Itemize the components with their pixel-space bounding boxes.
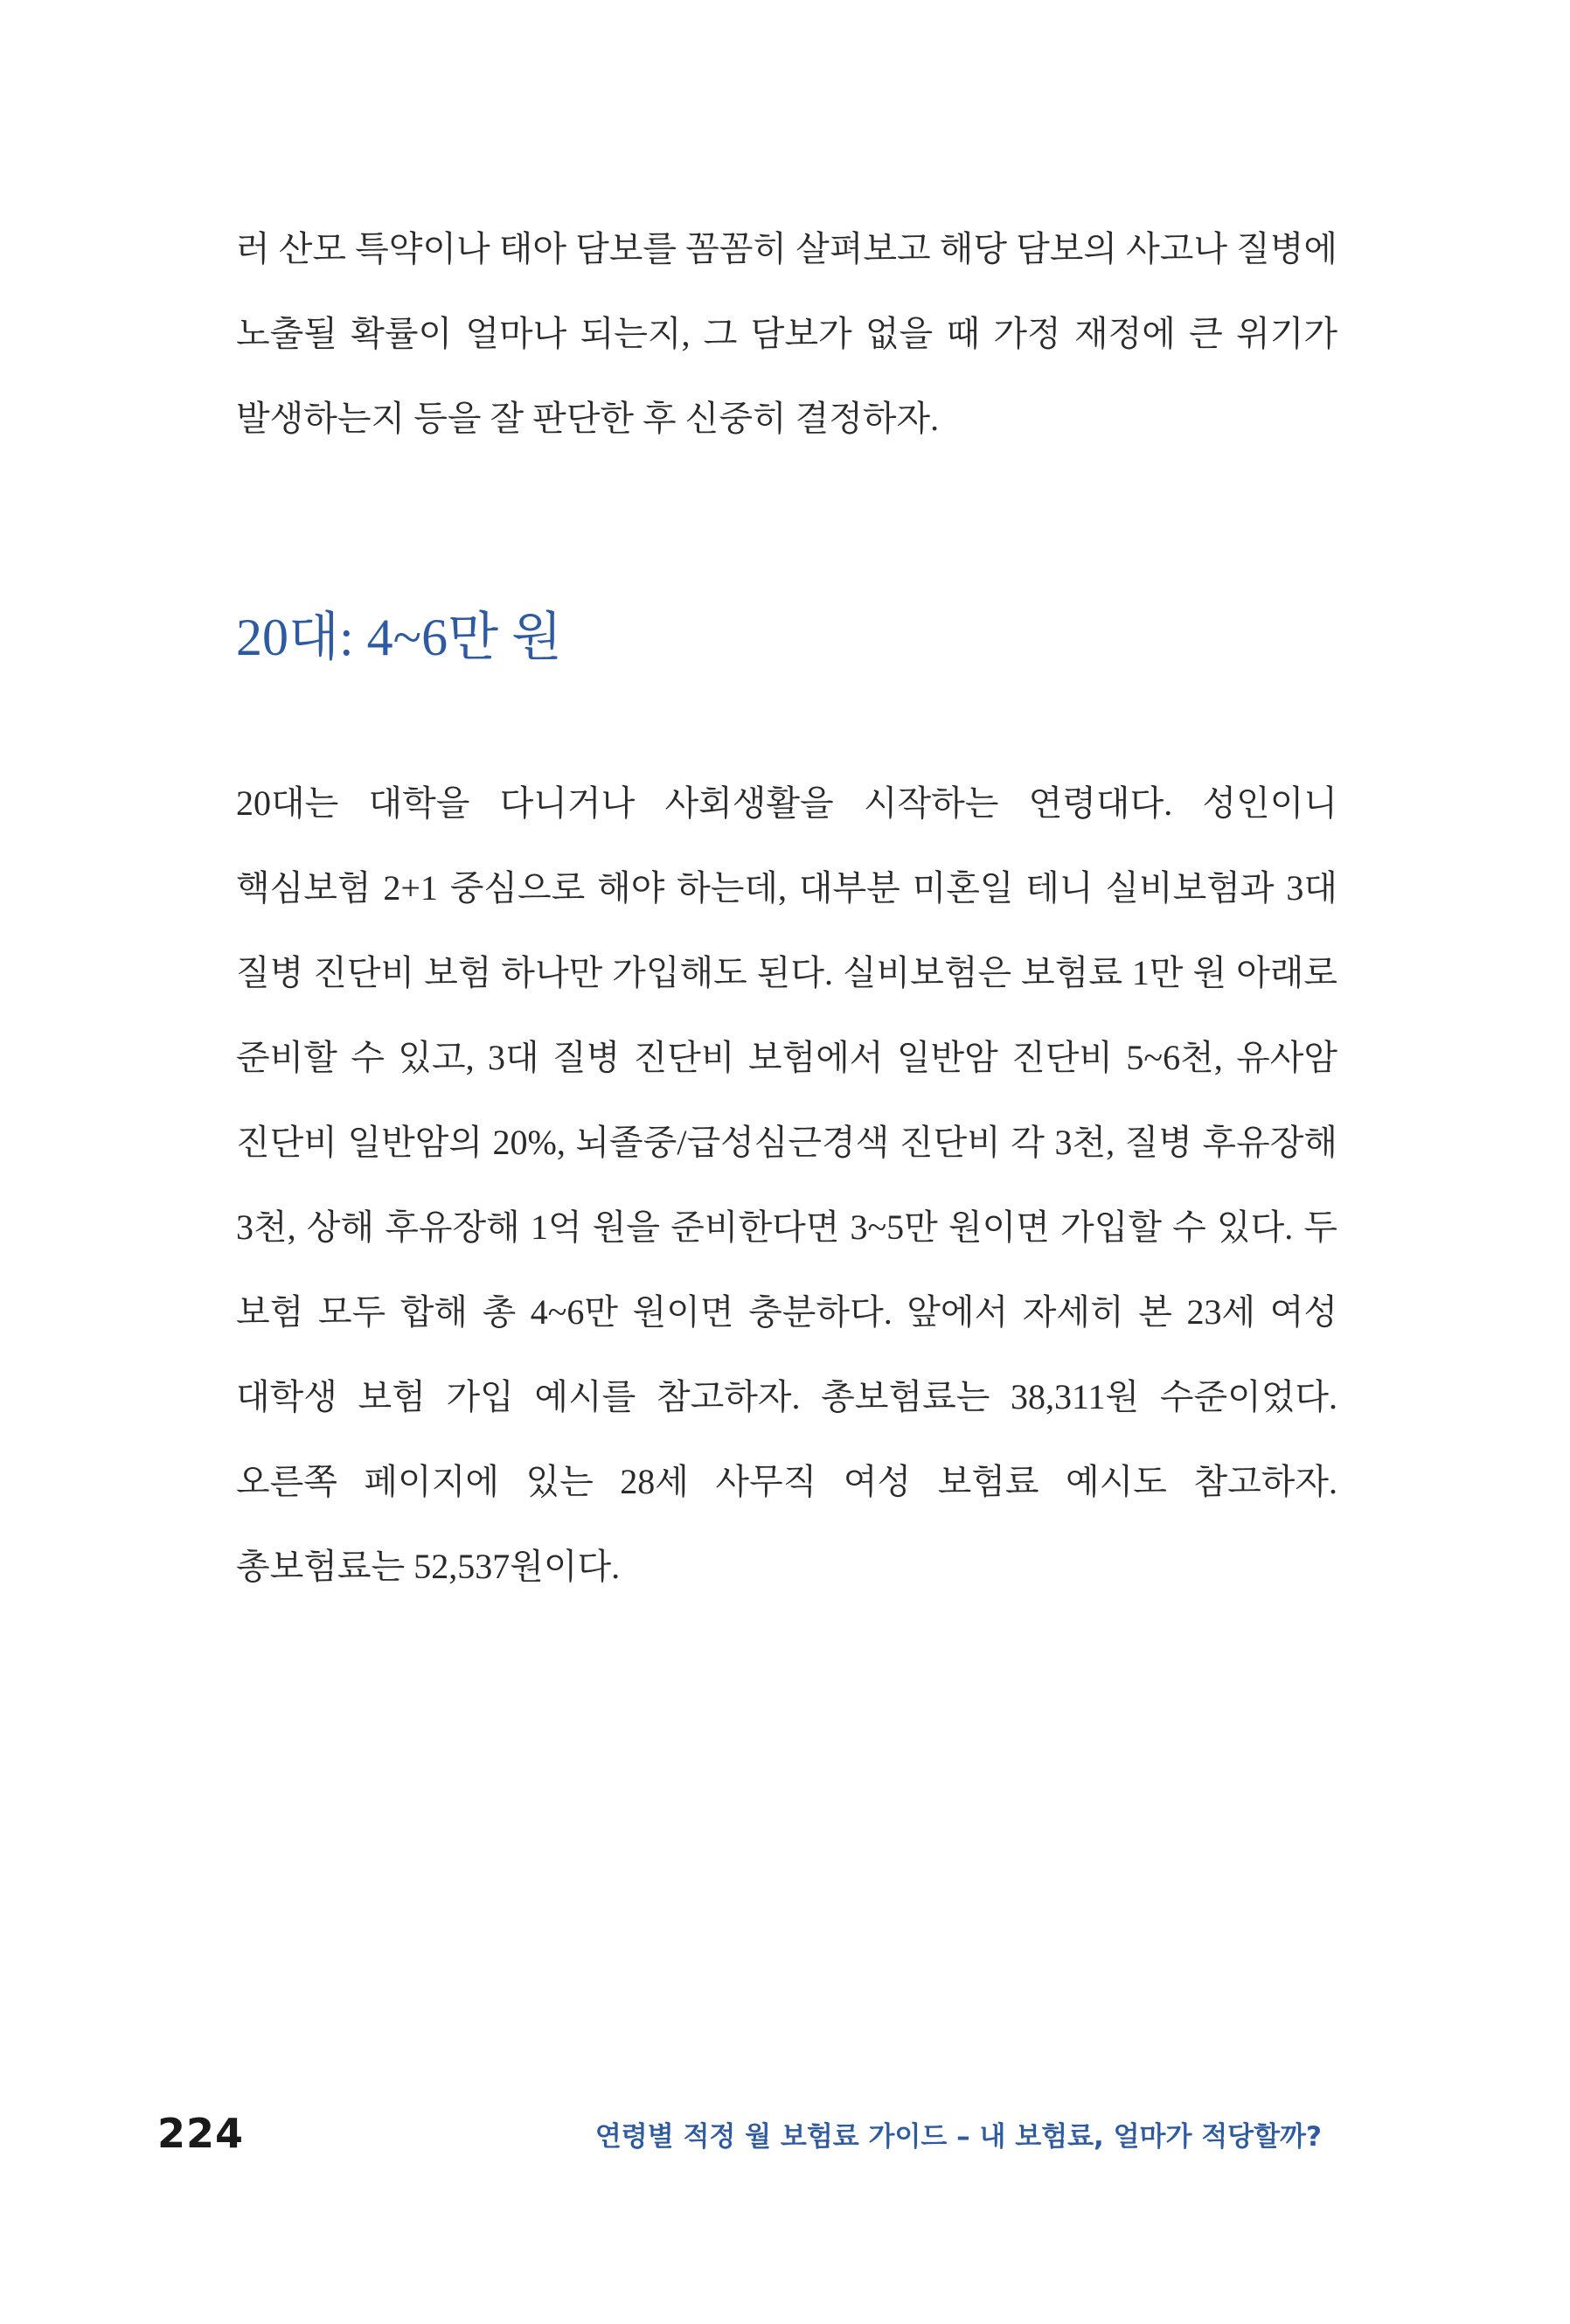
section-body-block — [236, 761, 1337, 1609]
running-title: 연령별 적정 월 보험료 가이드 – 내 보험료, 얼마가 적당할까? — [594, 2120, 1322, 2153]
page-footer — [157, 2103, 1322, 2164]
intro-paragraph: 러 산모 특약이나 태아 담보를 꼼꼼히 살펴보고 해당 담보의 사고나 질병에 노출될 확률이 얼마나 되는지, 그 담보가 없을 때 가정 재정에 큰 위기가 발생하는지 등을 잘 판단한 후 신중히 결정하자. — [236, 229, 1337, 438]
page-number: 224 — [157, 2110, 245, 2157]
section-paragraph: 20대는 대학을 다니거나 사회생활을 시작하는 연령대다. 성인이니 핵심보험 2+1 중심으로 해야 하는데, 대부분 미혼일 테니 실비보험과 3대 질병 진단비 보험 하나만 가입해도 된다. 실비보험은 보험료 1만 원 아래로 준비할 수 있고, 3대 질병 진단비 보험에서 일반암 진단비 5~6천, 유사암 진단비 일반암의 20%, 뇌졸중/급성심근경색 진단비 각 3천, 질병 후유장해 3천, 상해 후유장해 1억 원을 준비한다면 3~5만 원이면 가입할 수 있다. 두 보험 모두 합해 총 4~6만 원이면 충분하다. 앞에서 자세히 본 23세 여성 대학생 보험 가입 예시를 참고하자. 총보험료는 38,311원 수준이었다. 오른쪽 페이지에 있는 28세 사무직 여성 보험료 예시도 참고하자. 총보험료는 52,537원이다. — [236, 783, 1337, 1586]
section-heading: 20대: 4~6만 원 — [236, 609, 563, 666]
intro-text-block — [236, 206, 1337, 461]
